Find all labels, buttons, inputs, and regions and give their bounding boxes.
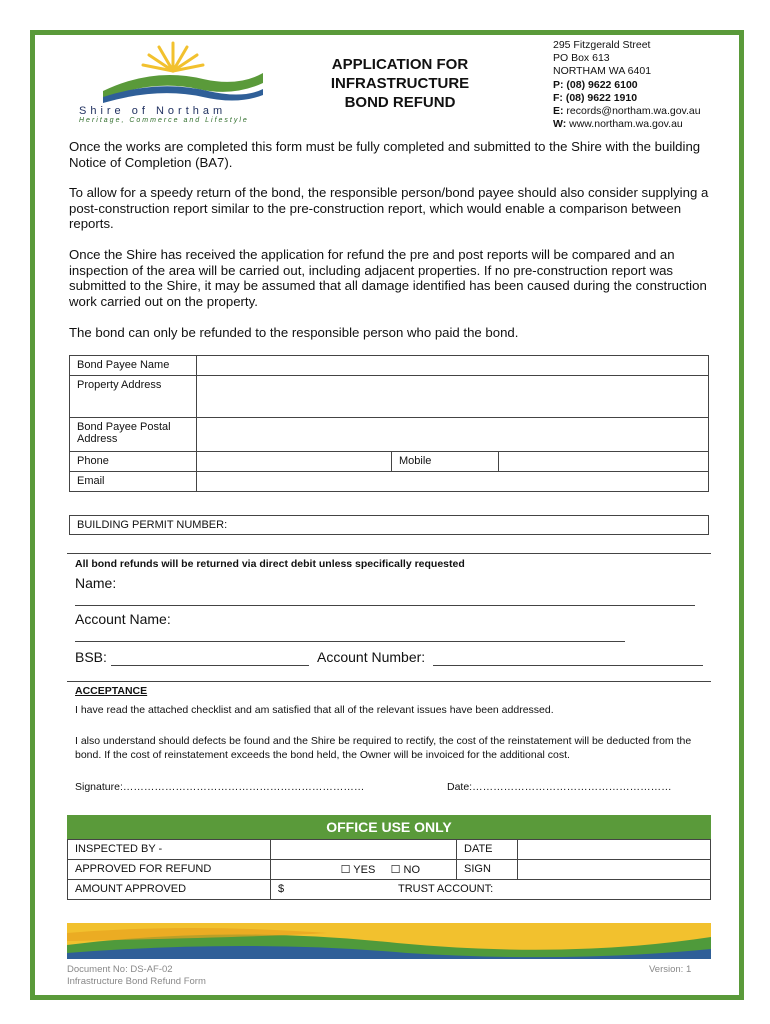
org-tagline: Heritage, Commerce and Lifestyle [79, 117, 249, 124]
intro-paragraph: The bond can only be refunded to the responsible person who paid the bond. [69, 325, 519, 340]
bond-payee-name-field[interactable] [197, 356, 709, 376]
office-date-field[interactable] [518, 840, 711, 860]
web-line: W: www.northam.wa.gov.au [553, 118, 683, 131]
acceptance-text: I have read the attached checklist and am satisfied that all of the relevant issues have been addressed. [75, 704, 554, 716]
approved-for-refund-label: APPROVED FOR REFUND [68, 860, 271, 880]
document-name: Infrastructure Bond Refund Form [67, 975, 206, 987]
address-line: 295 Fitzgerald Street [553, 39, 651, 51]
title-line: INFRASTRUCTURE [330, 75, 470, 92]
phone-label: Phone [70, 452, 197, 472]
title-line: APPLICATION FOR [331, 56, 469, 73]
page-frame [30, 30, 744, 1000]
account-name-label: Account Name: [75, 611, 171, 627]
intro-paragraph: To allow for a speedy return of the bond, the responsible person/bond payee should also consider supplying a post-construction report similar to the pre-construction report, which would enable a comparison between reports. [69, 185, 709, 232]
amount-field[interactable] [271, 880, 392, 900]
version: Version: 1 [649, 964, 692, 975]
property-address-label: Property Address [70, 376, 197, 418]
name-label: Name: [75, 575, 117, 591]
approval-options [271, 860, 457, 880]
property-address-field[interactable] [197, 376, 709, 418]
trust-account-label: TRUST ACCOUNT: [398, 883, 494, 895]
bsb-input-line[interactable] [111, 665, 309, 666]
wave-band-icon [67, 923, 711, 959]
address-line: PO Box 613 [553, 52, 610, 65]
org-name: Shire of Northam [79, 105, 227, 117]
building-permit-label: BUILDING PERMIT NUMBER: [77, 519, 228, 531]
currency-symbol: $ [278, 883, 285, 895]
sign-field[interactable] [518, 860, 711, 880]
sun-landscape-icon [73, 39, 273, 109]
email-line: E: records@northam.wa.gov.au [553, 105, 701, 118]
payee-table [69, 355, 709, 492]
postal-address-label: Bond Payee Postal Address [70, 418, 197, 452]
intro-paragraph: Once the works are completed this form must be fully completed and submitted to the Shire with the building Notice of Completion (BA7). [69, 139, 701, 170]
email-label: Email [70, 472, 197, 492]
building-permit-field[interactable] [69, 515, 709, 535]
inspected-by-field[interactable] [271, 840, 457, 860]
mobile-field[interactable] [499, 452, 709, 472]
refund-notice: All bond refunds will be returned via direct debit unless specifically requested [75, 558, 465, 570]
account-number-label: Account Number: [317, 649, 426, 665]
email-field[interactable] [197, 472, 709, 492]
inspected-by-label: INSPECTED BY - [68, 840, 271, 860]
name-input-line[interactable] [75, 605, 695, 606]
document-info [67, 964, 206, 987]
postal-address-field[interactable] [197, 418, 709, 452]
title-line: BOND REFUND [344, 94, 456, 111]
bond-payee-name-label: Bond Payee Name [70, 356, 197, 376]
bsb-label: BSB: [75, 649, 107, 665]
divider [67, 681, 711, 682]
document-number: Document No: DS-AF-02 [67, 964, 173, 975]
account-name-input-line[interactable] [75, 641, 625, 642]
intro-paragraph: Once the Shire has received the application for refund the pre and post reports will be compared and an inspection of the area will be carried out, including adjacent properties. If no pre-construction report was submitted to the Shire, it may be assumed that all damage identified has been caused during the construction work carried out on the property. [69, 247, 707, 309]
date-label: DATE [457, 840, 518, 860]
phone-line: P: (08) 9622 6100 [553, 78, 638, 91]
mobile-label: Mobile [392, 452, 499, 472]
no-checkbox[interactable]: ☐ NO [390, 864, 420, 876]
signature-field[interactable]: Signature:…………………………………………………………… [75, 781, 365, 793]
office-use-table [67, 839, 711, 900]
contact-block [553, 39, 701, 131]
trust-account-cell[interactable] [391, 880, 711, 900]
office-use-heading: OFFICE USE ONLY [67, 815, 711, 839]
amount-approved-label: AMOUNT APPROVED [68, 880, 271, 900]
footer-decoration [67, 923, 711, 959]
date-field[interactable]: Date:………………………………………………… [447, 781, 672, 793]
form-title [305, 55, 495, 112]
address-line: NORTHAM WA 6401 [553, 65, 652, 78]
yes-checkbox[interactable]: ☐ YES [340, 864, 376, 876]
phone-field[interactable] [197, 452, 392, 472]
acceptance-heading: ACCEPTANCE [75, 685, 148, 697]
fax-line: F: (08) 9622 1910 [553, 91, 638, 104]
sign-label: SIGN [457, 860, 518, 880]
account-number-input-line[interactable] [433, 665, 703, 666]
divider [67, 553, 711, 554]
acceptance-text: I also understand should defects be found and the Shire be required to rectify, the cost of the reinstatement will be deducted from the bond. If the cost of reinstatement exceeds the bond held, the Owner will be invoiced for the additional cost. [75, 735, 692, 761]
